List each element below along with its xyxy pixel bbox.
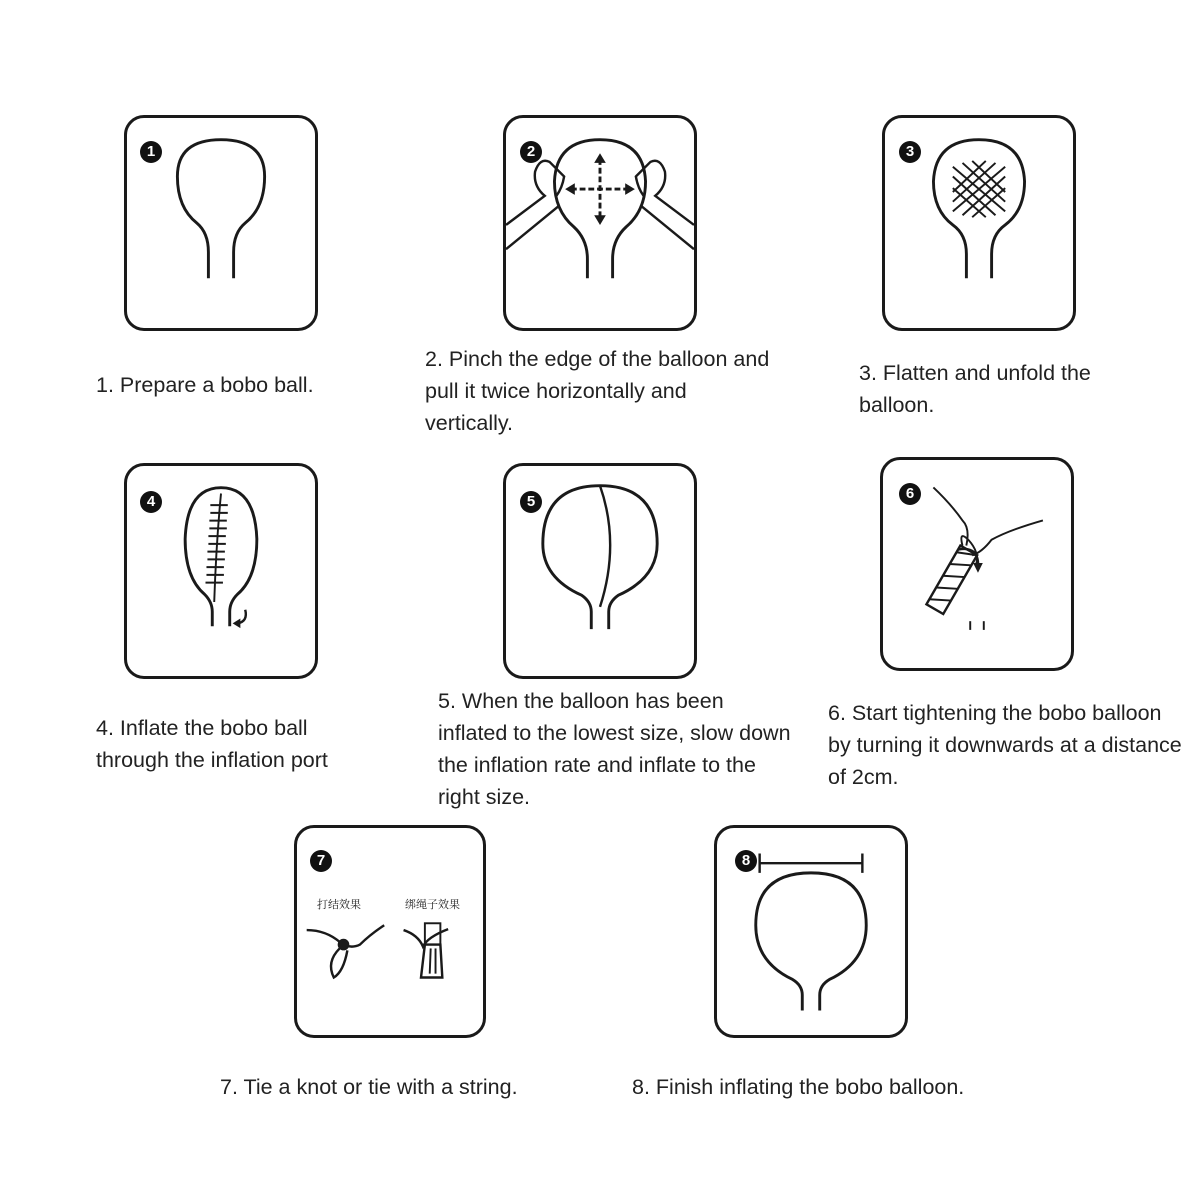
step-1-panel: [124, 115, 318, 331]
string-effect-label: 绑绳子效果: [405, 898, 460, 911]
step-1-caption: 1. Prepare a bobo ball.: [96, 373, 314, 397]
step-5-caption: 5. When the balloon has been inflated to the lowest size, slow down the inflation rate and inflate to the right size.: [438, 689, 791, 809]
step-8-panel: [714, 825, 908, 1038]
deflated-balloon-illustration: [127, 118, 315, 328]
step-4-number-badge: 4: [140, 491, 162, 513]
step-6-caption: 6. Start tightening the bobo balloon by turning it downwards at a distance of 2cm.: [828, 701, 1182, 789]
step-2-caption: 2. Pinch the edge of the balloon and pull it twice horizontally and vertically.: [425, 347, 770, 435]
inflation-port-illustration: [127, 466, 315, 676]
step-8-caption: 8. Finish inflating the bobo balloon.: [632, 1075, 965, 1099]
step-2-number-badge: 2: [520, 141, 542, 163]
knot-effect-label: 打结效果: [317, 898, 361, 911]
partially-inflated-balloon-illustration: [506, 466, 694, 676]
fully-inflated-balloon-illustration: [717, 828, 905, 1035]
flattened-balloon-illustration: [885, 118, 1073, 328]
step-5-panel: [503, 463, 697, 679]
step-4-caption: 4. Inflate the bobo ball through the inflation port: [96, 716, 328, 772]
knot-and-string-illustration: [297, 828, 483, 1035]
step-7-caption: 7. Tie a knot or tie with a string.: [220, 1075, 518, 1099]
step-7-panel: [294, 825, 486, 1038]
step-6-number-badge: 6: [899, 483, 921, 505]
step-1-number-badge: 1: [140, 141, 162, 163]
step-6-panel: [880, 457, 1074, 671]
step-5-number-badge: 5: [520, 491, 542, 513]
pinch-and-pull-illustration: [506, 118, 694, 328]
step-8-number-badge: 8: [735, 850, 757, 872]
step-4-panel: [124, 463, 318, 679]
step-3-caption: 3. Flatten and unfold the balloon.: [859, 361, 1091, 417]
twisting-neck-illustration: [883, 460, 1071, 668]
step-3-panel: [882, 115, 1076, 331]
step-2-panel: [503, 115, 697, 331]
step-3-number-badge: 3: [899, 141, 921, 163]
step-7-number-badge: 7: [310, 850, 332, 872]
